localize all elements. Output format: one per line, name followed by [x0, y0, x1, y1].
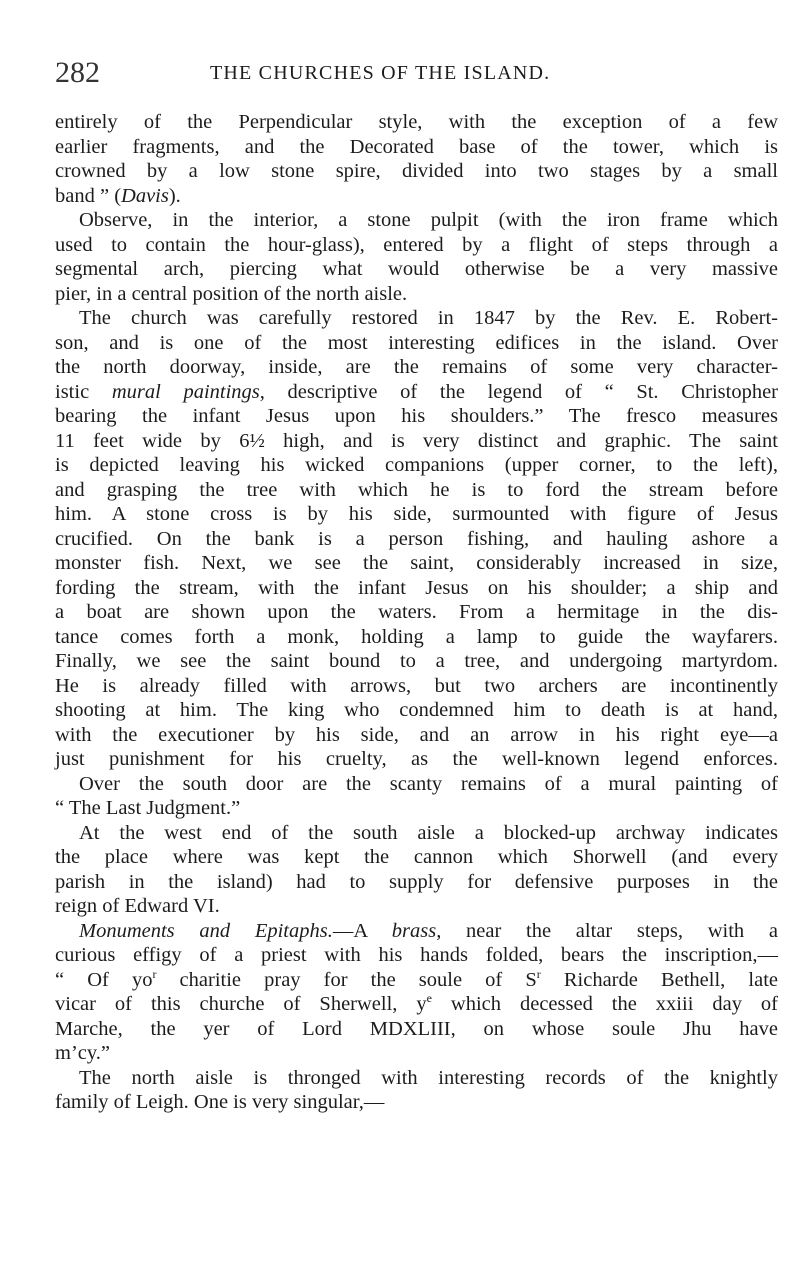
- text-line: The north aisle is thronged with interesting records of the knightly: [79, 1066, 778, 1089]
- emphasis-brass: brass: [391, 919, 437, 942]
- text-line: son, and is one of the most interesting edifices in the island. Over: [55, 331, 778, 354]
- text-line: reign of Edward VI.: [55, 895, 220, 917]
- text-line: the place where was kept the cannon which Shorwell (and every: [55, 846, 778, 868]
- body-text: [55, 110, 778, 1115]
- text-line: At the west end of the south aisle a blocked-up archway indicates: [79, 821, 778, 844]
- text-line: Marche, the yer of Lord MDXLIII, on whose soule Jhu have: [55, 1017, 778, 1040]
- text-line: shooting at him. The king who condemned him to death is at hand,: [55, 699, 778, 721]
- text-line: Over the south door are the scanty remains of a mural painting of: [79, 772, 778, 795]
- text-line: Observe, in the interior, a stone pulpit (with the iron frame which: [79, 209, 778, 231]
- text-line: vicar of this churche of Sherwell, $y^e$ which decessed the xxiii day of: [55, 991, 778, 1015]
- text-line: parish in the island) had to supply for defensive purposes in the: [55, 870, 778, 893]
- text-line: istic mural paintings, descriptive of the legend of “ St. Christopher: [55, 380, 779, 403]
- text-line: curious effigy of a priest with his hands folded, bears the inscription,—: [55, 944, 778, 966]
- text-line: bearing the infant Jesus upon his shoulders.” The fresco measures: [55, 405, 778, 427]
- text-line: “ Of $yo^r$ charitie pray for the soule of $S^r$ Richarde Bethell, late: [55, 966, 778, 991]
- text-line: him. A stone cross is by his side, surmounted with figure of Jesus: [55, 503, 778, 525]
- text-line: crucified. On the bank is a person fishing, and hauling ashore a: [55, 527, 778, 550]
- text-line: 11 feet wide by 6½ high, and is very distinct and graphic. The saint: [55, 429, 778, 452]
- text-line: and grasping the tree with which he is to ford the stream before: [55, 478, 778, 501]
- text-line: segmental arch, piercing what would otherwise be a very massive: [55, 258, 778, 280]
- text-line: “ The Last Judgment.”: [55, 797, 241, 819]
- text-line: monster fish. Next, we see the saint, considerably increased in size,: [55, 552, 778, 574]
- page-number: 282: [55, 56, 100, 89]
- text-line: with the executioner by his side, and an arrow in his right eye—a: [55, 723, 778, 746]
- citation-davis: Davis: [121, 184, 169, 207]
- text-line: tance comes forth a monk, holding a lamp to guide the wayfarers.: [55, 625, 778, 648]
- text-line: band ” (Davis).: [55, 184, 181, 207]
- running-title: THE CHURCHES OF THE ISLAND.: [210, 62, 551, 84]
- text-line: earlier fragments, and the Decorated base of the tower, which is: [55, 135, 778, 158]
- text-line: The church was carefully restored in 1847 by the Rev. E. Robert-: [79, 307, 778, 329]
- text-line: the north doorway, inside, are the remains of some very character-: [55, 356, 778, 378]
- text-line: entirely of the Perpendicular style, with the exception of a few: [55, 111, 778, 133]
- text-line: just punishment for his cruelty, as the well-known legend enforces.: [55, 748, 778, 770]
- text-line: a boat are shown upon the waters. From a hermitage in the dis-: [55, 601, 778, 623]
- text-line: used to contain the hour-glass), entered by a flight of steps through a: [55, 233, 778, 256]
- text-line: is depicted leaving his wicked companions (upper corner, to the left),: [55, 454, 778, 476]
- text-line: family of Leigh. One is very singular,—: [55, 1091, 385, 1113]
- text-line: pier, in a central position of the north aisle.: [55, 282, 408, 305]
- text-line: m’cy.”: [55, 1042, 111, 1064]
- text-line: crowned by a low stone spire, divided into two stages by a small: [55, 160, 778, 182]
- section-heading-monuments: Monuments and Epitaphs.: [79, 919, 333, 942]
- text-line: He is already filled with arrows, but two archers are incontinently: [55, 674, 778, 697]
- text-line: Finally, we see the saint bound to a tree, and undergoing martyrdom.: [55, 650, 778, 672]
- text-line: fording the stream, with the infant Jesus on his shoulder; a ship and: [55, 576, 778, 599]
- text-line: Monuments and Epitaphs.—A brass, near the altar steps, with a: [79, 919, 778, 942]
- page-header: [55, 56, 775, 88]
- emphasis-mural-paintings: mural paintings: [111, 380, 260, 403]
